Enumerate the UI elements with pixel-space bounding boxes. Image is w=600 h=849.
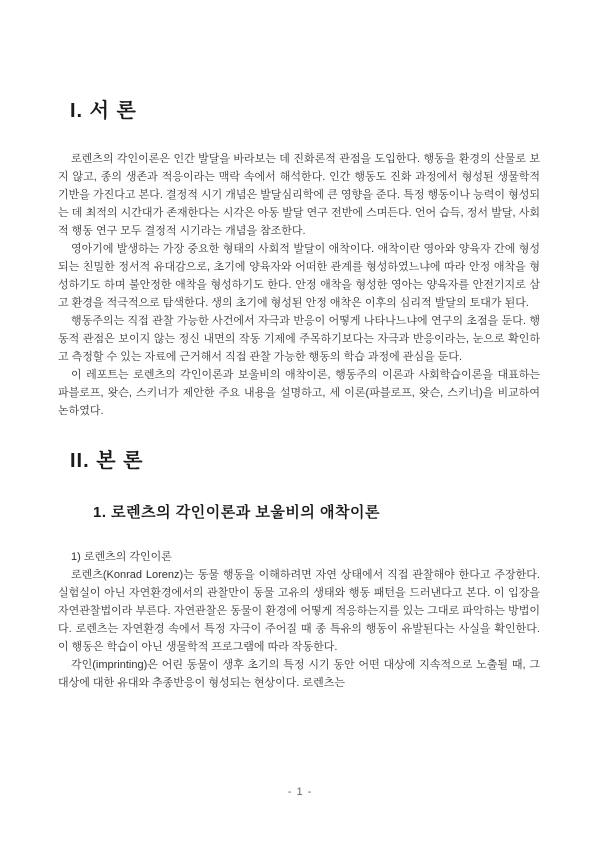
body-heading: II. 본 론 [70,450,144,472]
intro-paragraph-3: 행동주의는 직접 관찰 가능한 사건에서 자극과 반응이 어떻게 나타나느냐에 연구의 초점을 둔다. 행동적 관점은 보이지 않는 정신 내면의 작동 기제에 주목하기보다는 자극과 반응이라는, 눈으로 확인하고 측정할 수 있는 자료에 근거해서 직접 관찰 가능한 행동의 학습 과정에 관심을 둔다. [58,315,540,363]
intro-paragraph-2: 영아기에 발생하는 가장 중요한 형태의 사회적 발달이 애착이다. 애착이란 영아와 양육자 간에 형성되는 친밀한 정서적 유대감으로, 초기에 양육자와 어떠한 관계를 형성하였느냐에 따라 안정 애착을 형성하기도 하며 불안정한 애착을 형성하기도 한다. 안정 애착을 형성한 영아는 양육자를 안전기지로 삼고 환경을 적극적으로 탐색한다. 생의 초기에 형성된 안정 애착은 이후의 심리적 발달의 토대가 된다. [58,243,540,309]
intro-section [58,150,540,420]
intro-paragraph-4: 이 레포트는 로렌츠의 각인이론과 보울비의 애착이론, 행동주의 이론과 사회학습이론을 대표하는 파블로프, 왓슨, 스키너가 제안한 주요 내용을 설명하고, 세 이론(파블로프, 왓슨, 스키너)을 비교하여 논하였다. [58,369,540,417]
subsection-1-heading: 1) 로렌츠의 각인이론 [71,551,172,563]
subsection-1-paragraph-1: 로렌츠(Konrad Lorenz)는 동물 행동을 이해하려면 자연 상태에서 직접 관찰해야 한다고 주장한다. 실험실이 아닌 자연환경에서의 관찰만이 동물 고유의 생태와 행동 패턴을 드러낸다고 본다. 이 입장을 자연관찰법이라 부른다. 자연관찰은 동물이 환경에 어떻게 적응하는지를 있는 그대로 파악하는 방법이다. 로렌츠는 자연환경 속에서 특정 자극이 주어질 때 종 특유의 행동이 유발된다는 사실을 확인한다. 이 행동은 학습이 아닌 생물학적 프로그램에 따라 작동한다. [58,569,540,653]
intro-paragraph-1: 로렌츠의 각인이론은 인간 발달을 바라보는 데 진화론적 관점을 도입한다. 행동을 환경의 산물로 보지 않고, 종의 생존과 적응이라는 맥락 속에서 해석한다. 인간 행동도 진화 과정에서 형성된 생물학적 기반을 가진다고 본다. 결정적 시기 개념은 발달심리학에 큰 영향을 준다. 특정 행동이나 능력이 형성되는 데 최적의 시간대가 존재한다는 시각은 아동 발달 연구 전반에 스며든다. 언어 습득, 정서 발달, 사회적 행동 연구 모두 결정적 시기라는 개념을 참조한다. [58,153,540,237]
subsection-1-paragraph-2: 각인(imprinting)은 어린 동물이 생후 초기의 특정 시기 동안 어떤 대상에 지속적으로 노출될 때, 그 대상에 대한 유대와 추종반응이 형성되는 현상이다. 로렌츠는 [58,659,540,689]
document-content [58,0,540,692]
page-number: - 1 - [287,786,313,798]
section-1-heading: 1. 로렌츠의 각인이론과 보울비의 애착이론 [93,504,381,521]
intro-heading: I. 서 론 [70,100,137,122]
